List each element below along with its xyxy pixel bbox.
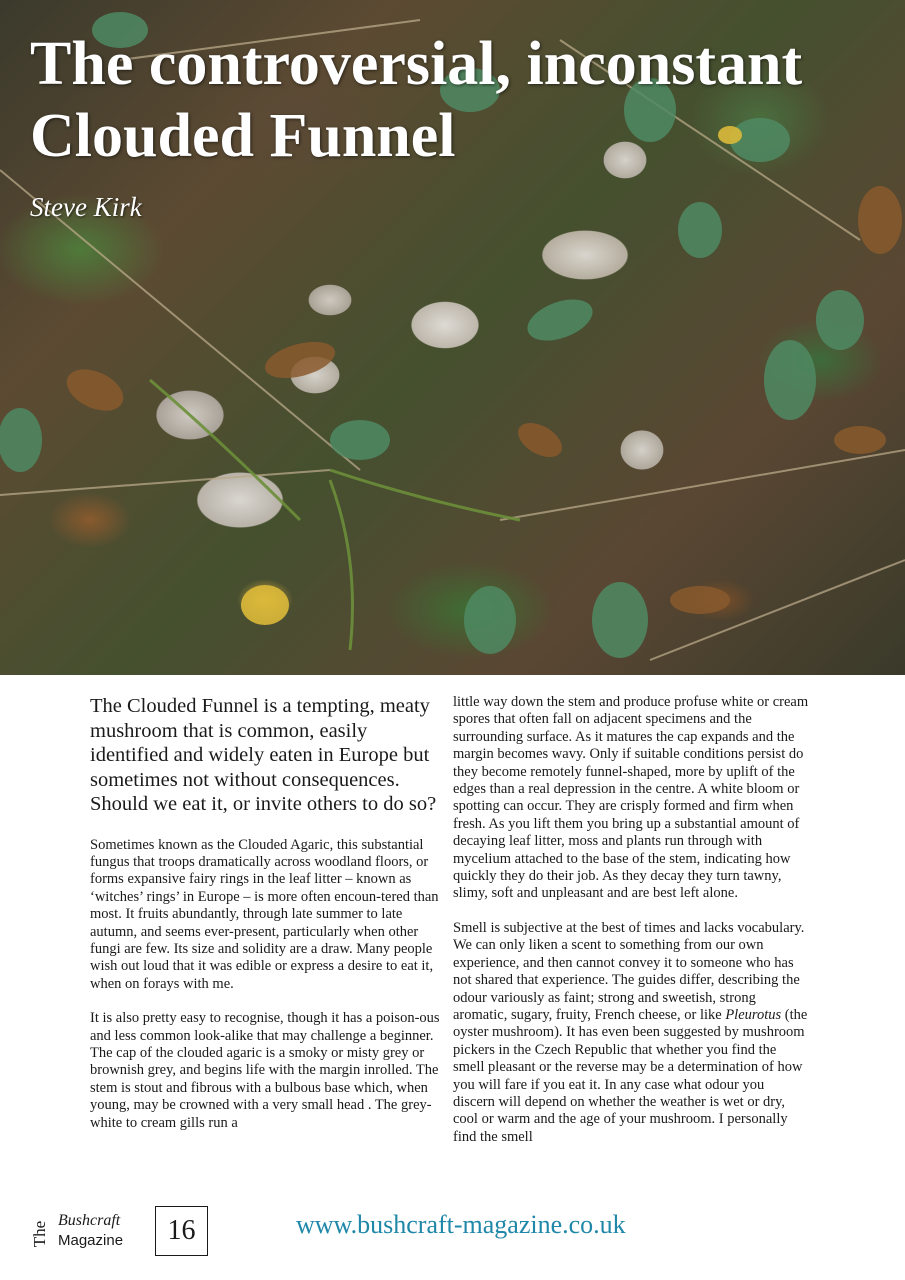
article-title: The controversial, inconstant Clouded Funnel	[30, 30, 803, 170]
magazine-logo	[30, 1212, 150, 1256]
paragraph-right-2	[453, 920, 809, 1146]
magazine-logo-the	[30, 1212, 50, 1252]
article-column-left	[90, 694, 446, 1149]
paragraph-left-2: It is also pretty easy to recognise, though it has a poison-ous and less common look-alike that may challenge a beginner. The cap of the clouded agaric is a smoky or misty grey or brownish grey, and begins life with the margin inrolled. The stem is stout and fibrous with a bulbous base which, when young, may be crowned with a very small head . The grey-white to cream gills run a	[90, 1010, 440, 1131]
paragraph-right-2-text-end: (the oyster mushroom). It has even been suggested by mushroom pickers in the Czech Republic that whether you find the smell pleasant or the reverse may be a determination of how you will fare if you eat it. In any case what odour you discern will depend on whether the weather is wet or dry, cool or warm and the age of your mushroom. I personally find the smell	[453, 1006, 808, 1145]
magazine-logo-name: Bushcraft	[58, 1212, 121, 1229]
paragraph-right-1: little way down the stem and produce profuse white or cream spores that often fall on adjacent specimens and the surrounding surface. As it matures the cap expands and the margin becomes wavy. Only if suitable conditions persist do they become remotely funnel-shaped, more by uplift of the edges than a real depression in the centre. A white bloom or spotting can occur. They are crisply formed and firm when fresh. As you lift them you bring up a substantial amount of decaying leaf litter, moss and plants run through with mycelium attached to the base of the stem, indicating how quickly they do their job. As they decay they turn tawny, slimy, soft and unpleasant and are best left alone.	[453, 694, 809, 902]
pleurotus-italic: Pleurotus	[725, 1006, 782, 1023]
website-link[interactable]: www.bushcraft-magazine.co.uk	[296, 1210, 626, 1239]
magazine-logo-sub: Magazine	[58, 1232, 124, 1249]
paragraph-left-1: Sometimes known as the Clouded Agaric, this substantial fungus that troops dramatically across woodland floors, or forms expansive fairy rings in the leaf litter – known as ‘witches’ rings’ in Europe – is more often encoun-tered than most. It fruits abundantly, through late summer to late autumn, and seems ever-present, particularly when other fungi are few. Its size and solidity are a draw. Many people wish out loud that it was edible or express a desire to eat it, when on forays with me.	[90, 836, 439, 992]
article-intro: The Clouded Funnel is a tempting, meaty mushroom that is common, easily identified and widely eaten in Europe but sometimes not without consequences. Should we eat it, or invite others to do so?	[90, 695, 437, 815]
author-byline: Steve Kirk	[30, 192, 142, 222]
page-number: 16	[155, 1206, 208, 1256]
the-label: The	[30, 1220, 49, 1248]
article-column-right	[453, 694, 809, 1163]
paragraph-right-2-text: Smell is subjective at the best of times and lacks vocabulary. We can only liken a scent to something from our own experience, and then cannot convey it to someone who has not shared that experience. The guides differ, describing the odour variously as faint; strong and sweetish, strong aromatic, sugary, fruity, French cheese, or like	[453, 919, 805, 1023]
